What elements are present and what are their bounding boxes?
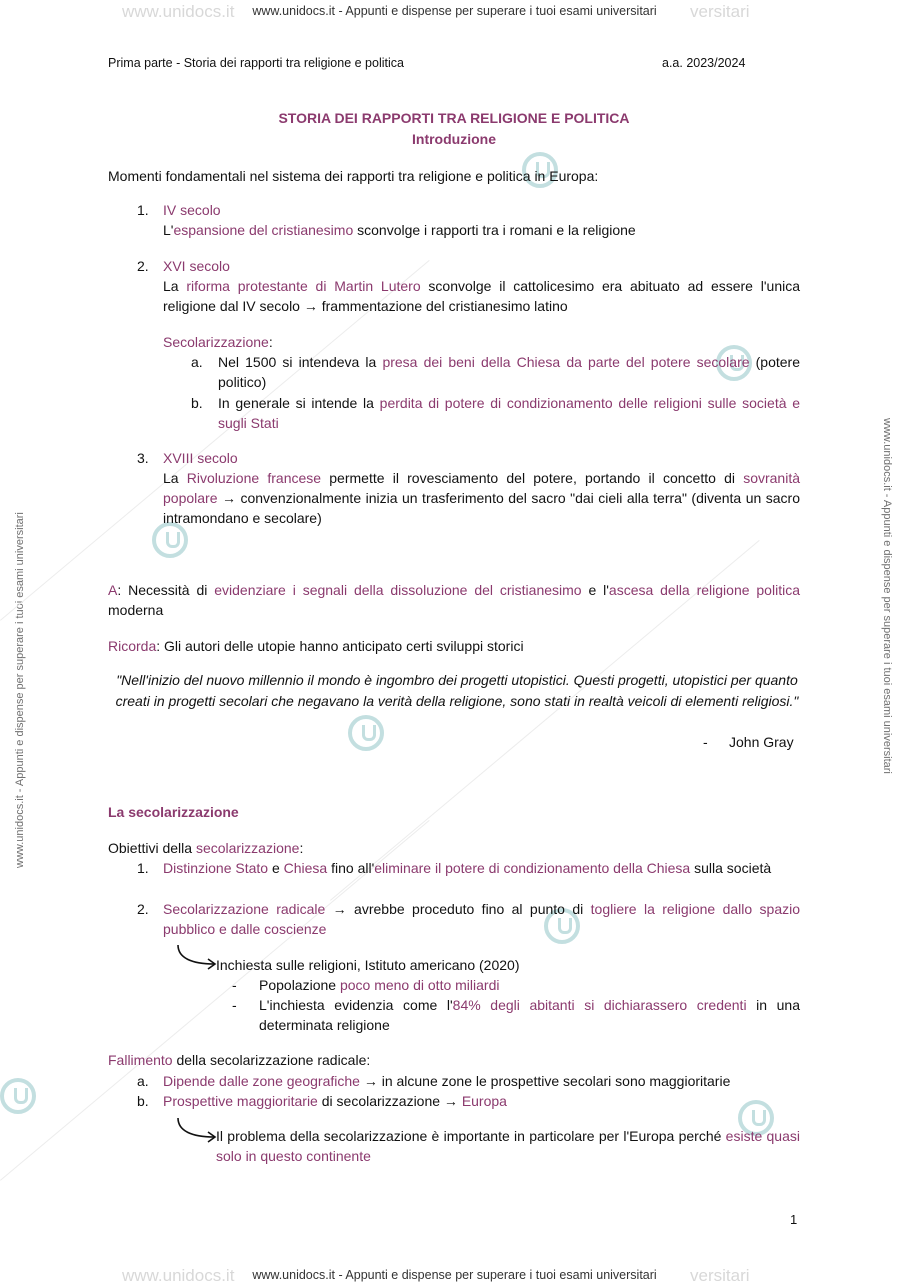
list-letter: b. xyxy=(137,1093,149,1109)
list-item xyxy=(163,1091,507,1111)
highlight: Europa xyxy=(461,1093,507,1109)
text-run: permette il rovesciamento del potere, portando il concetto di xyxy=(321,470,744,486)
watermark-side-right: www.unidocs.it - Appunti e dispense per superare i tuoi esami universitari xyxy=(881,418,893,774)
text-run: di secolarizzazione → xyxy=(317,1093,462,1109)
highlight: Distinzione Stato xyxy=(163,860,269,876)
ricorda-note xyxy=(108,636,524,656)
highlight: 84% degli abitanti si dichiarassero credenti xyxy=(452,997,747,1013)
text-run: : Necessità di xyxy=(117,582,215,598)
highlight: sovranità popolare xyxy=(163,470,800,506)
highlight: Secolarizzazione xyxy=(163,334,269,350)
text-run: L'inchiesta evidenzia come l' xyxy=(259,997,453,1013)
watermark-ghost-right: versitari xyxy=(690,2,750,21)
text-run: : Gli autori delle utopie hanno anticipato certi sviluppi storici xyxy=(156,638,524,654)
text-run: sulla società xyxy=(690,860,772,876)
list-number: 2. xyxy=(137,901,149,917)
highlight: Rivoluzione francese xyxy=(186,470,322,486)
list-item xyxy=(218,393,800,433)
highlight: secolarizzazione xyxy=(195,840,300,856)
list-item xyxy=(259,995,800,1035)
curved-arrow-icon xyxy=(174,1115,220,1145)
text-run: Popolazione xyxy=(259,977,340,993)
highlight: Dipende dalle zone geografiche xyxy=(163,1073,360,1089)
list-letter: a. xyxy=(191,354,203,370)
failure-heading xyxy=(108,1050,370,1070)
list-letter: a. xyxy=(137,1073,149,1089)
watermark-ghost-left: www.unidocs.it xyxy=(122,2,235,21)
watermark-ghost-right-bottom: versitari xyxy=(690,1266,750,1285)
highlight: perdita di potere di condizionamento delle religioni sulle società e sugli Stati xyxy=(218,395,800,431)
text-run: Nel 1500 si intendeva la xyxy=(218,354,383,370)
text-run: (potere politico) xyxy=(218,354,800,390)
list-item xyxy=(163,1071,730,1091)
text-run: → convenzionalmente inizia un trasferimento del sacro "dai cieli alla terra" (diventa un sacro intramondano e secolare) xyxy=(163,490,800,526)
list-item xyxy=(218,352,800,392)
highlight: togliere la religione dallo spazio pubblico e dalle coscienze xyxy=(163,901,800,937)
list-number: 1. xyxy=(137,860,149,876)
text-run: : xyxy=(268,334,273,350)
highlight: A xyxy=(108,582,118,598)
watermark-logo-icon xyxy=(0,1078,36,1114)
highlight: evidenziare i segnali della dissoluzione del cristianesimo xyxy=(214,582,582,598)
text-run: moderna xyxy=(108,602,164,618)
highlight: esiste quasi solo in questo continente xyxy=(216,1128,800,1164)
text-run: La xyxy=(163,470,187,486)
watermark-logo-icon xyxy=(348,715,384,751)
quote-text: "Nell'inizio del nuovo millennio il mondo è ingombro dei progetti utopistici. Questi progetti, utopistici per quanto creati in progetti secolari che negavano la verità della religione, sono stati in realtà veicoli di elementi religiosi." xyxy=(115,672,799,709)
moment-text xyxy=(163,468,800,528)
highlight: Prospettive maggioritarie xyxy=(163,1093,318,1109)
objectives-heading xyxy=(108,838,303,858)
header-right: a.a. 2023/2024 xyxy=(662,56,746,70)
list-number: 1. xyxy=(137,202,149,218)
highlight: riforma protestante di Martin Lutero xyxy=(186,278,421,294)
list-number: 3. xyxy=(137,450,149,466)
text-run: e xyxy=(268,860,284,876)
list-item xyxy=(259,975,499,995)
highlight: ascesa della religione politica xyxy=(608,582,800,598)
curved-arrow-icon xyxy=(174,942,220,972)
highlight: espansione del cristianesimo xyxy=(173,222,354,238)
text-run: fino all' xyxy=(327,860,375,876)
text-run: sconvolge il cattolicesimo era abituato ad essere l'unica religione dal IV secolo → frammentazione del cristianesimo latino xyxy=(163,278,801,314)
list-dash: - xyxy=(232,997,237,1013)
highlight: Secolarizzazione radicale xyxy=(163,901,326,917)
watermark-bottom: www.unidocs.it - Appunti e dispense per superare i tuoi esami universitari xyxy=(252,1268,657,1282)
moment-heading: XVIII secolo xyxy=(163,450,238,466)
highlight: Chiesa xyxy=(283,860,328,876)
list-number: 2. xyxy=(137,258,149,274)
moment-heading: XVI secolo xyxy=(163,258,230,274)
section-title: La secolarizzazione xyxy=(108,804,239,820)
text-run: Obiettivi della xyxy=(108,840,196,856)
watermark-side-left: www.unidocs.it - Appunti e dispense per superare i tuoi esami universitari xyxy=(14,512,26,868)
watermark-top: www.unidocs.it - Appunti e dispense per superare i tuoi esami universitari xyxy=(252,4,657,18)
watermark-ghost-left-bottom: www.unidocs.it xyxy=(122,1266,235,1285)
secularization-label xyxy=(163,332,273,352)
page-number: 1 xyxy=(790,1212,798,1227)
quote-author: John Gray xyxy=(729,734,794,750)
text-run: → avrebbe proceduto fino al punto di xyxy=(325,901,591,917)
text-run: e l' xyxy=(581,582,609,598)
text-run: La xyxy=(163,278,187,294)
list-item xyxy=(163,858,800,878)
text-run: → in alcune zone le prospettive secolari sono maggioritarie xyxy=(359,1073,731,1089)
highlight: presa dei beni della Chiesa da parte del potere secolare xyxy=(382,354,750,370)
highlight: eliminare il potere di condizionamento della Chiesa xyxy=(374,860,691,876)
inquiry-text: Inchiesta sulle religioni, Istituto americano (2020) xyxy=(216,957,520,973)
header-left: Prima parte - Storia dei rapporti tra religione e politica xyxy=(108,56,404,70)
highlight: Ricorda xyxy=(108,638,157,654)
text-run: in una determinata religione xyxy=(259,997,800,1033)
note-a xyxy=(108,580,800,620)
document-subtitle: Introduzione xyxy=(412,131,496,147)
document-title: STORIA DEI RAPPORTI TRA RELIGIONE E POLITICA xyxy=(278,110,630,126)
list-dash: - xyxy=(232,977,237,993)
text-run: Il problema della secolarizzazione è importante in particolare per l'Europa perché xyxy=(216,1128,726,1144)
text-run: L' xyxy=(163,222,174,238)
text-run: sconvolge i rapporti tra i romani e la religione xyxy=(353,222,636,238)
list-letter: b. xyxy=(191,395,203,411)
final-note xyxy=(216,1126,800,1166)
text-run: In generale si intende la xyxy=(218,395,380,411)
text-run: della secolarizzazione radicale: xyxy=(172,1052,371,1068)
highlight: poco meno di otto miliardi xyxy=(339,977,500,993)
moment-text xyxy=(163,276,800,316)
moment-heading: IV secolo xyxy=(163,202,221,218)
moment-text xyxy=(163,220,636,240)
intro-text: Momenti fondamentali nel sistema dei rapporti tra religione e politica in Europa: xyxy=(108,168,599,184)
quote-dash: - xyxy=(703,734,708,750)
highlight: Fallimento xyxy=(108,1052,173,1068)
text-run: : xyxy=(299,840,304,856)
list-item xyxy=(163,899,800,939)
